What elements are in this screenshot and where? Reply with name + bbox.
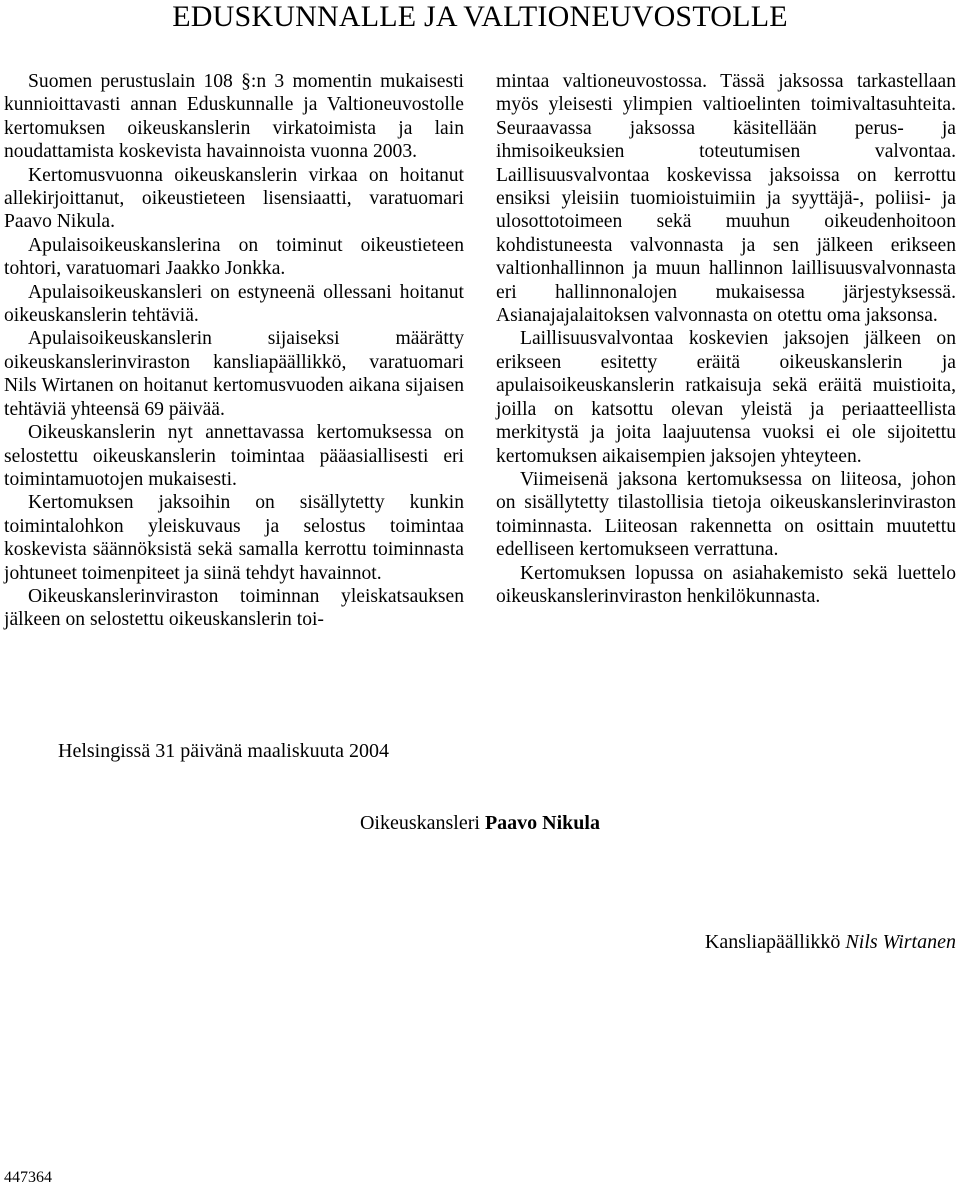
paragraph-deputy-duties: Apulaisoikeuskansleri on estyneenä ollessani hoitanut oikeuskanslerin tehtäviä.: [4, 281, 464, 327]
paragraph-appendix: Viimeisenä jaksona kertomuksessa on liiteosa, johon on sisällytetty tilastollisia tietoja oikeuskanslerinviraston toiminnasta. Liiteosan rakennetta on osittain muutettu edelliseen kertomukseen verrattuna.: [496, 468, 956, 561]
paragraph-deputy-chancellor: Apulaisoikeuskanslerina on toiminut oikeustieteen tohtori, varatuomari Jaakko Jonkka.: [4, 234, 464, 280]
paragraph-report-intro: Suomen perustuslain 108 §:n 3 momentin mukaisesti kunnioittavasti annan Eduskunnalle ja Valtioneuvostolle kertomuksen oikeuskanslerin virkatoimista ja lain noudattamista koskevista havainnoista vuonna 2003.: [4, 71, 464, 163]
paragraph-overview: Oikeuskanslerinviraston toiminnan yleiskatsauksen jälkeen on selostettu oikeuskanslerin toi-: [4, 585, 464, 631]
page-title: EDUSKUNNALLE JA VALTIONEUVOSTOLLE: [172, 0, 788, 33]
paragraph-chancellor: Kertomusvuonna oikeuskanslerin virkaa on hoitanut allekirjoittanut, oikeustieteen lisensiaatti, varatuomari Paavo Nikula.: [4, 164, 464, 233]
print-code: 447364: [4, 1169, 52, 1186]
signature-chancellor: [0, 810, 960, 836]
signature-head-of-office: [705, 929, 956, 955]
signature-head-of-office-name: Nils Wirtanen: [845, 931, 956, 953]
signature-chancellor-role: Oikeuskansleri: [359, 812, 480, 834]
paragraph-sections: Kertomuksen jaksoihin on sisällytetty kunkin toimintalohkon yleiskuvaus ja selostus toimintaa koskevista säännöksistä sekä samalla kerrottu toiminnasta johtuneet toimenpiteet ja siinä tehdyt havainnot.: [4, 492, 464, 584]
paragraph-decisions: Laillisuusvalvontaa koskevien jaksojen jälkeen on erikseen esitetty eräitä oikeuskanslerin ja apulaisoikeuskanslerin ratkaisuja sekä eräitä muistioita, joilla on katsottu olevan yleistä ja periaatteellista merkitystä ja joita laajuutensa vuoksi ei ole sijoitettu kertomuksen aikaisempien jaksojen yhteyteen.: [496, 328, 956, 467]
signature-head-of-office-role: Kansliapäällikkö: [704, 931, 841, 953]
signature-chancellor-name: Paavo Nikula: [484, 812, 600, 834]
paragraph-substitute: Apulaisoikeuskanslerin sijaiseksi määrätty oikeuskanslerinviraston kansliapäällikkö, varatuomari Nils Wirtanen on hoitanut kertomusvuoden aikana sijaisen tehtäviä yhteensä 69 päivää.: [4, 328, 464, 420]
paragraph-government-activity: mintaa valtioneuvostossa. Tässä jaksossa tarkastellaan myös yleisesti ylimpien valtioelinten toimivaltasuhteita. Seuraavassa jaksossa käsitellään perus- ja ihmisoikeuksien toteutumisen valvontaa. Laillisuusvalvontaa koskevissa jaksoissa on kerrottu ensiksi yleisiin tuomioistuimiin ja syyttäjä-, poliisi- ja ulosottotoimeen sekä muuhun oikeudenhoitoon kohdistuneesta valvonnasta ja sen jälkeen erikseen valtionhallinnon ja muun hallinnon laillisuusvalvonnasta eri hallinnonalojen mukaisessa järjestyksessä. Asianajajalaitoksen valvonnasta on otettu oma jaksonsa.: [496, 71, 956, 327]
left-column: [4, 70, 464, 632]
right-column: [496, 70, 956, 608]
paragraph-report-structure: Oikeuskanslerin nyt annettavassa kertomuksessa on selostettu oikeuskanslerin toimintaa pääasiallisesti eri toimintamuotojen mukaisesti.: [4, 422, 464, 490]
date-line: Helsingissä 31 päivänä maaliskuuta 2004: [58, 740, 390, 762]
paragraph-index: Kertomuksen lopussa on asiahakemisto sekä luettelo oikeuskanslerinviraston henkilökunnasta.: [496, 562, 956, 607]
